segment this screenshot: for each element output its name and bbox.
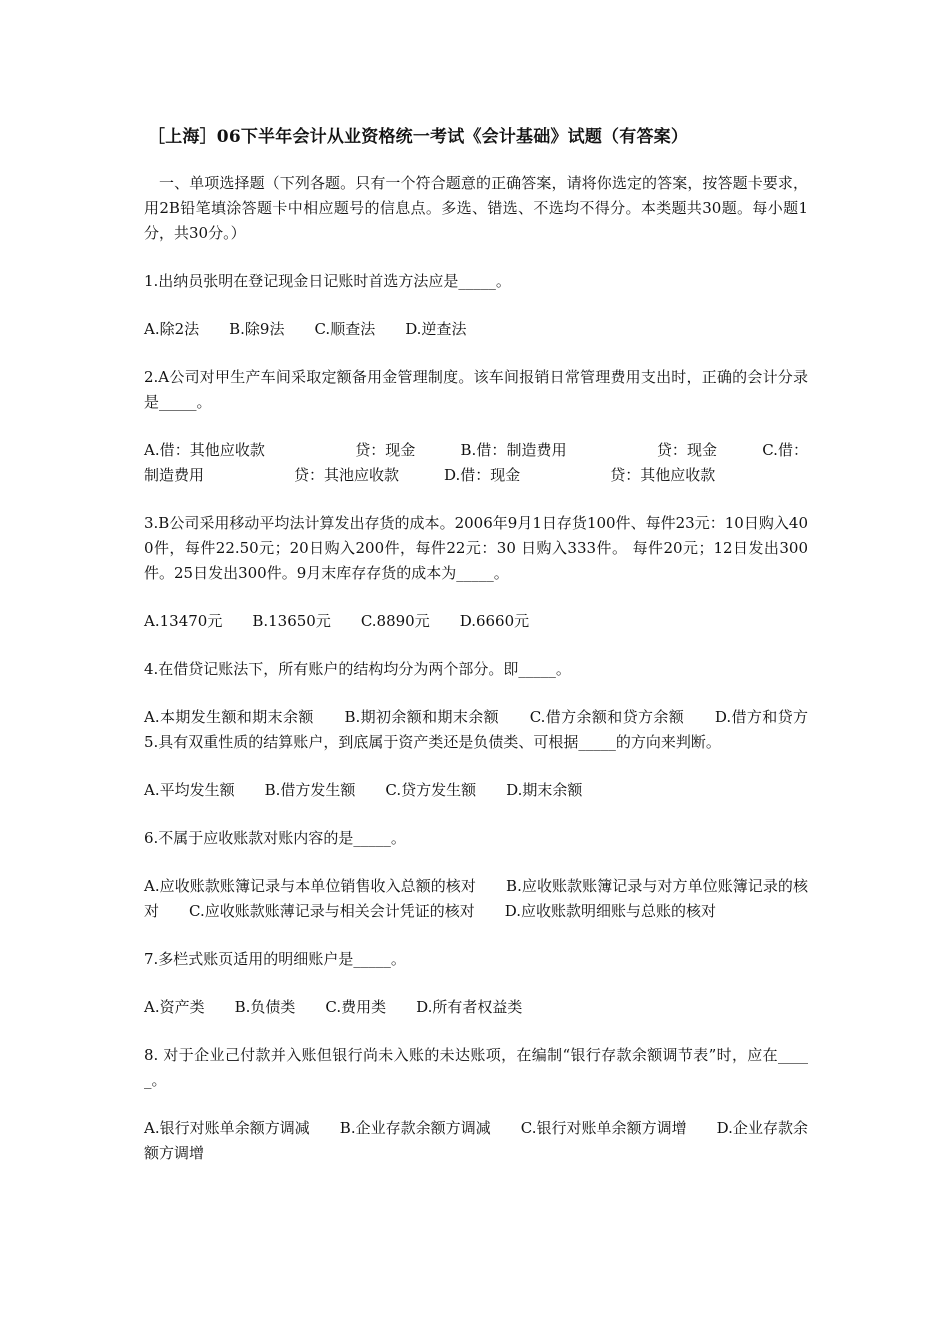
- question-8: 8. 对于企业己付款并入账但银行尚未入账的未达账项，在编制“银行存款余额调节表”时，应在_____。: [144, 1046, 808, 1089]
- document-body: [144, 171, 854, 1189]
- section-intro: 一、单项选择题（下列各题。只有一个符合题意的正确答案，请将你选定的答案，按答题卡要求，用2B铅笔填涂答题卡中相应题号的信息点。多选、错选、不选均不得分。本类题共30题。每小题1分，共30分。）: [144, 174, 808, 242]
- question-3: 3.B公司采用移动平均法计算发出存货的成本。2006年9月1日存货100件、每件23元：10日购入400件，每件22.50元；20日购入200件，每件22元：30 日购入333件。 每件20元；12日发出300件。25日发出300件。9月末库存存货的成本为_____。: [144, 514, 808, 582]
- document-title: ［上海］06下半年会计从业资格统一考试《会计基础》试题（有答案）: [148, 127, 689, 147]
- options-1: A.除2法 B.除9法 C.顺查法 D.逆查法: [144, 320, 467, 338]
- options-2: A.借：其他应收款 贷：现金 B.借：制造费用 贷：现金 C.借：制造费用 贷：其池应收款 D.借：现金 贷：其他应收款: [144, 441, 808, 484]
- question-4: 4.在借贷记账法下，所有账户的结构均分为两个部分。即_____。: [144, 660, 571, 678]
- question-1: 1.出纳员张明在登记现金日记账时首选方法应是_____。: [144, 272, 511, 290]
- options-4-and-question-5: A.本期发生额和期末余额 B.期初余额和期末余额 C.借方余额和贷方余额 D.借方和贷方 5.具有双重性质的结算账户，到底属于资产类还是负债类、可根据_____的方向来判断。: [144, 708, 854, 751]
- options-6: A.应收账款账簿记录与本单位销售收入总额的核对 B.应收账款账簿记录与对方单位账簿记录的核对 C.应收账款账薄记录与相关会计凭证的核对 D.应收账款明细账与总账的核对: [144, 877, 808, 920]
- question-7: 7.多栏式账页适用的明细账户是_____。: [144, 950, 406, 968]
- options-5: A.平均发生额 B.借方发生额 C.贷方发生额 D.期末余额: [144, 781, 583, 799]
- options-7: A.资产类 B.负债类 C.费用类 D.所有者权益类: [144, 998, 523, 1016]
- question-2: 2.A公司对甲生产车间采取定额备用金管理制度。该车间报销日常管理费用支出时，正确的会计分录是_____。: [144, 368, 808, 411]
- options-3: A.13470元 B.13650元 C.8890元 D.6660元: [144, 612, 530, 630]
- question-6: 6.不属于应收账款对账内容的是_____。: [144, 829, 406, 847]
- options-8: A.银行对账单余额方调减 B.企业存款余额方调减 C.银行对账单余额方调增 D.企业存款余额方调增: [144, 1119, 808, 1162]
